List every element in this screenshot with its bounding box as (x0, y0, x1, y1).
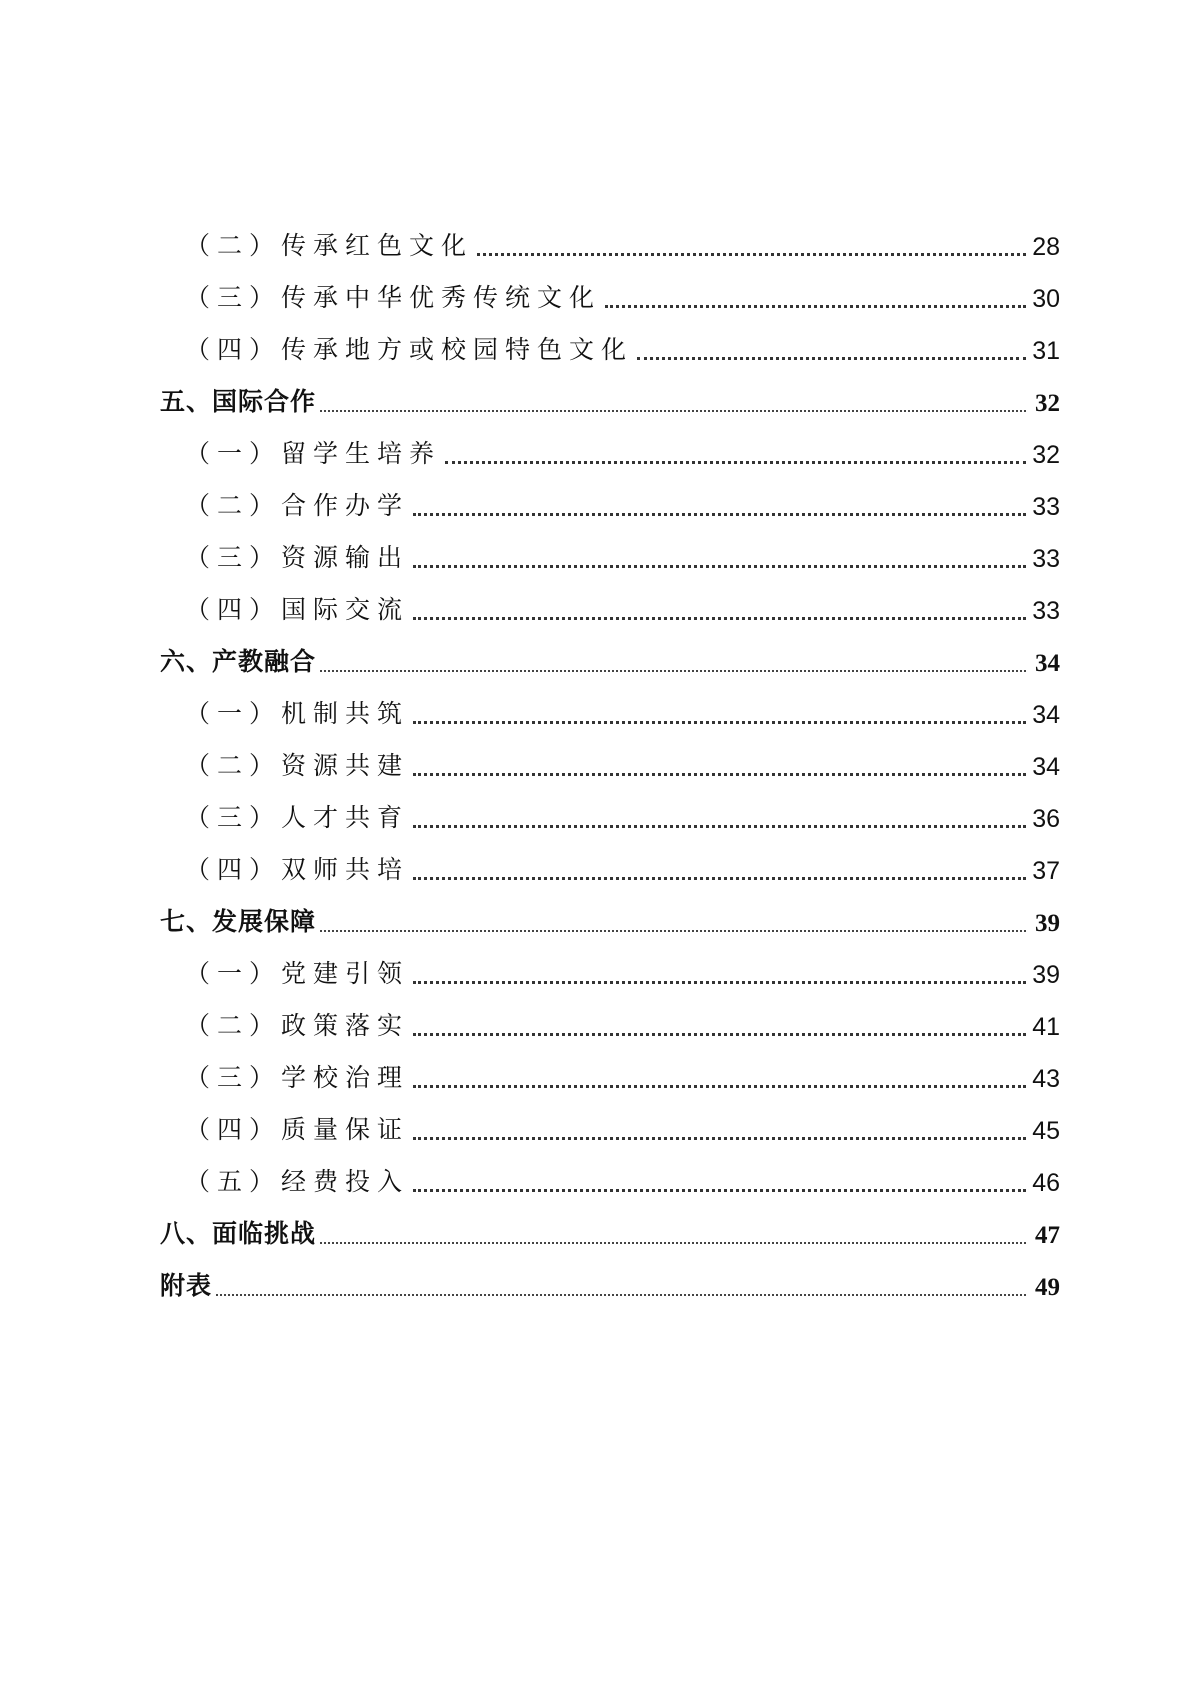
toc-entry-jizhi-gongzhu[interactable] (160, 686, 1060, 738)
toc-entry-label: （四）双师共培 (185, 855, 410, 884)
toc-entry-tese-wenhua[interactable] (160, 322, 1060, 374)
toc-page-number: 31 (1032, 337, 1060, 365)
toc-page-number: 41 (1032, 1013, 1060, 1041)
toc-entry-shuangshi-gongpei[interactable] (160, 842, 1060, 894)
toc-entry-ziyuan-gongjian[interactable] (160, 738, 1060, 790)
toc-page-number: 46 (1032, 1169, 1060, 1197)
toc-entry-zhiliang-baozheng[interactable] (160, 1102, 1060, 1154)
toc-page-number: 36 (1032, 805, 1060, 833)
toc-dot-leader (605, 305, 1026, 308)
toc-section-mianlin-tiaozhan[interactable] (160, 1206, 1060, 1258)
toc-dot-leader (320, 410, 1026, 412)
toc-page-number: 33 (1032, 545, 1060, 573)
toc-entry-label: （二）资源共建 (185, 751, 410, 780)
toc-page-number: 34 (1032, 701, 1060, 729)
toc-entry-rencai-gongyu[interactable] (160, 790, 1060, 842)
toc-entry-xuexiao-zhili[interactable] (160, 1050, 1060, 1102)
toc-dot-leader (413, 513, 1026, 516)
toc-entry-zhengce-luoshi[interactable] (160, 998, 1060, 1050)
toc-dot-leader (413, 1189, 1026, 1192)
toc-section-chanjiao-ronghe[interactable] (160, 634, 1060, 686)
toc-page-number: 43 (1032, 1065, 1060, 1093)
toc-dot-leader (477, 253, 1026, 256)
toc-section-fazhan-baozhang[interactable] (160, 894, 1060, 946)
toc-entry-label: （一）留学生培养 (185, 439, 442, 468)
toc-page-number: 49 (1035, 1274, 1060, 1301)
toc-dot-leader (413, 1085, 1026, 1088)
toc-section-label: 六、产教融合 (160, 647, 317, 676)
toc-section-fubiao[interactable] (160, 1258, 1060, 1310)
toc-entry-dangjian-yinling[interactable] (160, 946, 1060, 998)
toc-entry-label: （四）国际交流 (185, 595, 410, 624)
toc-dot-leader (320, 670, 1026, 672)
toc-page-number: 39 (1032, 961, 1060, 989)
toc-entry-label: （二）传承红色文化 (185, 231, 474, 260)
toc-entry-guoji-jiaoliu[interactable] (160, 582, 1060, 634)
toc-dot-leader (413, 721, 1026, 724)
toc-section-label: 附表 (160, 1271, 213, 1300)
toc-entry-ziyuan-shuchu[interactable] (160, 530, 1060, 582)
toc-page-number: 28 (1032, 233, 1060, 261)
toc-page-number: 34 (1032, 753, 1060, 781)
toc-entry-chuantong-wenhua[interactable] (160, 270, 1060, 322)
toc-entry-label: （三）资源输出 (185, 543, 410, 572)
toc-page-number: 32 (1032, 441, 1060, 469)
toc-page-number: 47 (1035, 1222, 1060, 1249)
toc-entry-liuxuesheng[interactable] (160, 426, 1060, 478)
toc-dot-leader (320, 1242, 1026, 1244)
toc-entry-label: （三）传承中华优秀传统文化 (185, 283, 602, 312)
toc-entry-label: （三）学校治理 (185, 1063, 410, 1092)
toc-entry-hongse-wenhua[interactable] (160, 218, 1060, 270)
toc-dot-leader (216, 1294, 1026, 1296)
toc-entry-hezuo-banxue[interactable] (160, 478, 1060, 530)
toc-entry-label: （四）质量保证 (185, 1115, 410, 1144)
toc-page-number: 34 (1035, 650, 1060, 677)
toc-entry-label: （四）传承地方或校园特色文化 (185, 335, 634, 364)
toc-dot-leader (413, 1137, 1026, 1140)
toc-dot-leader (413, 825, 1026, 828)
toc-entry-label: （二）政策落实 (185, 1011, 410, 1040)
toc-dot-leader (413, 773, 1026, 776)
toc-dot-leader (413, 565, 1026, 568)
toc-page-number: 45 (1032, 1117, 1060, 1145)
toc-dot-leader (637, 357, 1026, 360)
toc-page-number: 32 (1035, 390, 1060, 417)
toc-dot-leader (445, 461, 1026, 464)
toc-dot-leader (413, 617, 1026, 620)
toc-entry-label: （一）党建引领 (185, 959, 410, 988)
toc-section-label: 七、发展保障 (160, 907, 317, 936)
toc-section-label: 八、面临挑战 (160, 1219, 317, 1248)
toc-dot-leader (413, 877, 1026, 880)
toc-section-label: 五、国际合作 (160, 387, 317, 416)
table-of-contents (160, 218, 1060, 1310)
toc-entry-label: （二）合作办学 (185, 491, 410, 520)
toc-section-guoji-hezuo[interactable] (160, 374, 1060, 426)
toc-page-number: 37 (1032, 857, 1060, 885)
toc-entry-label: （五）经费投入 (185, 1167, 410, 1196)
toc-entry-label: （三）人才共育 (185, 803, 410, 832)
toc-dot-leader (413, 981, 1026, 984)
toc-dot-leader (320, 930, 1026, 932)
toc-entry-jingfei-touru[interactable] (160, 1154, 1060, 1206)
toc-dot-leader (413, 1033, 1026, 1036)
toc-page-number: 30 (1032, 285, 1060, 313)
toc-page-number: 33 (1032, 597, 1060, 625)
toc-entry-label: （一）机制共筑 (185, 699, 410, 728)
toc-page-number: 39 (1035, 910, 1060, 937)
toc-page-number: 33 (1032, 493, 1060, 521)
